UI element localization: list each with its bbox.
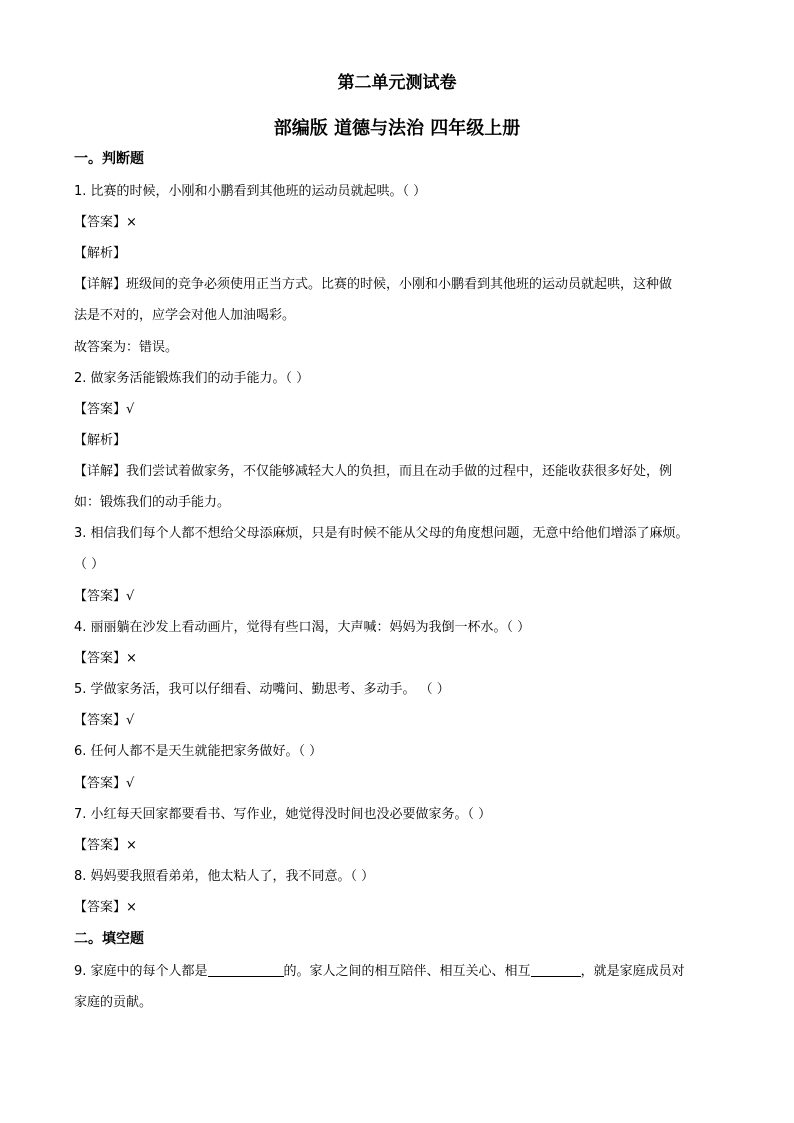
detail-line-1 bbox=[74, 275, 672, 295]
answer-wrong-mark: × bbox=[126, 215, 137, 230]
question-8: 8. 妈妈要我照看弟弟，他太粘人了，我不同意。（ ） bbox=[74, 869, 375, 884]
question-3: 3. 相信我们每个人都不想给父母添麻烦，只是有时候不能从父母的角度想问题，无意中给他们增添了麻烦。 bbox=[74, 526, 689, 541]
question-6: 6. 任何人都不是天生就能把家务做好。（ ） bbox=[74, 744, 323, 759]
question-9 bbox=[74, 962, 685, 982]
section-heading-fill-blank: 二。填空题 bbox=[74, 931, 144, 947]
question-9-part-a: 9. 家庭中的每个人都是 bbox=[74, 964, 208, 979]
answer-line-1 bbox=[74, 213, 137, 233]
answer-wrong-mark: × bbox=[126, 651, 137, 666]
question-4: 4. 丽丽躺在沙发上看动画片，觉得有些口渴，大声喊：妈妈为我倒一杯水。（ ） bbox=[74, 620, 531, 635]
answer-right-mark: √ bbox=[126, 589, 135, 604]
detail-text: 我们尝试着做家务，不仅能够减轻大人的负担，而且在动手做的过程中，还能收获很多好处，例 bbox=[126, 464, 673, 479]
exam-subtitle: 部编版 道德与法治 四年级上册 bbox=[273, 118, 521, 139]
answer-right-mark: √ bbox=[126, 776, 135, 791]
question-1: 1. 比赛的时候，小刚和小鹏看到其他班的运动员就起哄。（ ） bbox=[74, 184, 427, 199]
question-9-part-b: 的。家人之间的相互陪伴、相互关心、相互 bbox=[283, 964, 531, 979]
answer-line-8 bbox=[74, 898, 137, 918]
analysis-tag: 【解析】 bbox=[74, 433, 127, 448]
answer-tag: 【答案】 bbox=[74, 651, 127, 666]
question-5: 5. 学做家务活，我可以仔细看、动嘴问、勤思考、多动手。 （ ） bbox=[74, 682, 450, 697]
answer-right-mark: √ bbox=[126, 402, 135, 417]
detail-line-2 bbox=[74, 462, 672, 482]
analysis-tag: 【解析】 bbox=[74, 246, 127, 261]
detail-tag: 【详解】 bbox=[74, 464, 127, 479]
detail-text: 班级间的竞争必须使用正当方式。比赛的时候，小刚和小鹏看到其他班的运动员就起哄，这种做 bbox=[126, 277, 673, 292]
section-heading-judgement: 一。判断题 bbox=[74, 151, 144, 167]
answer-line-3 bbox=[74, 587, 134, 607]
answer-tag: 【答案】 bbox=[74, 589, 127, 604]
answer-line-5 bbox=[74, 711, 134, 731]
answer-right-mark: √ bbox=[126, 713, 135, 728]
answer-tag: 【答案】 bbox=[74, 402, 127, 417]
answer-tag: 【答案】 bbox=[74, 215, 127, 230]
answer-tag: 【答案】 bbox=[74, 776, 127, 791]
detail-continuation: 如：锻炼我们的动手能力。 bbox=[74, 495, 231, 510]
conclusion-text: 故答案为：错误。 bbox=[74, 340, 179, 355]
question-7: 7. 小红每天回家都要看书、写作业，她觉得没时间也没必要做家务。（ ） bbox=[74, 807, 492, 822]
detail-continuation: 法是不对的，应学会对他人加油喝彩。 bbox=[74, 308, 296, 323]
answer-line-2 bbox=[74, 400, 134, 420]
detail-tag: 【详解】 bbox=[74, 277, 127, 292]
answer-line-6 bbox=[74, 774, 134, 794]
answer-wrong-mark: × bbox=[126, 900, 137, 915]
answer-tag: 【答案】 bbox=[74, 838, 127, 853]
answer-line-4 bbox=[74, 649, 137, 669]
fill-blank-2 bbox=[531, 962, 581, 977]
question-9-continuation: 家庭的贡献。 bbox=[74, 995, 153, 1010]
answer-tag: 【答案】 bbox=[74, 713, 127, 728]
answer-tag: 【答案】 bbox=[74, 900, 127, 915]
exam-title: 第二单元测试卷 bbox=[337, 73, 457, 93]
answer-wrong-mark: × bbox=[126, 838, 137, 853]
question-2: 2. 做家务活能锻炼我们的动手能力。（ ） bbox=[74, 371, 310, 386]
question-9-part-c: ，就是家庭成员对 bbox=[580, 964, 685, 979]
question-3-bracket: （ ） bbox=[74, 557, 105, 572]
fill-blank-1 bbox=[208, 962, 284, 977]
answer-line-7 bbox=[74, 836, 137, 856]
